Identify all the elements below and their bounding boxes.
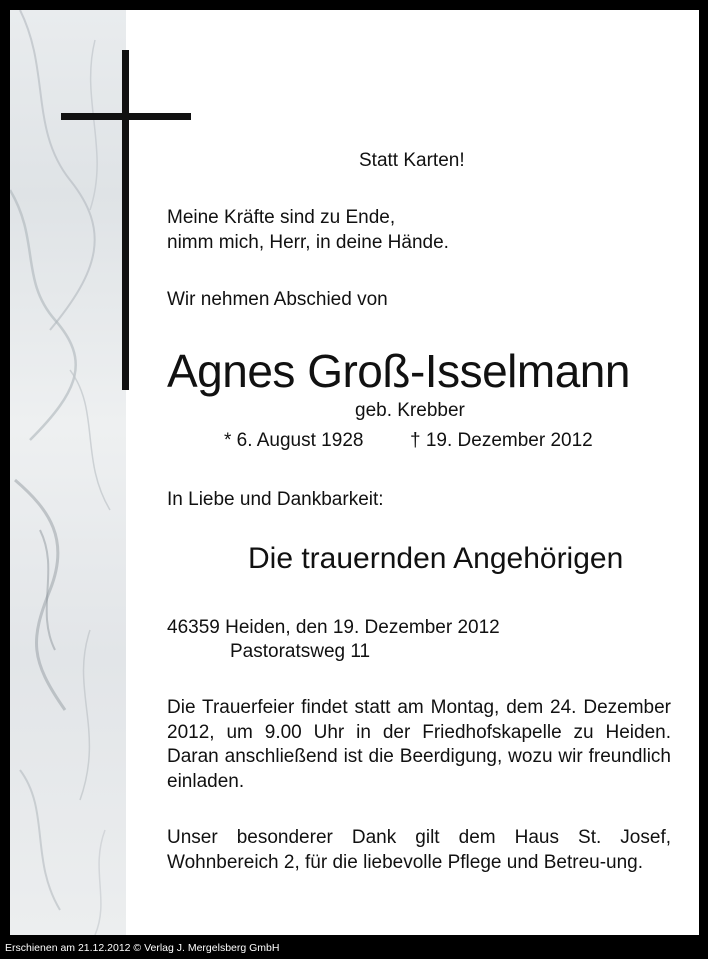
deceased-name: Agnes Groß-Isselmann xyxy=(167,345,630,397)
publication-footer: Erschienen am 21.12.2012 © Verlag J. Mergelsberg GmbH xyxy=(5,942,280,954)
gratitude-text: In Liebe und Dankbarkeit: xyxy=(167,489,384,510)
obituary-card xyxy=(10,10,699,935)
birth-date: * 6. August 1928 xyxy=(224,430,364,451)
verse-line-1: Meine Kräfte sind zu Ende, xyxy=(167,207,396,228)
place-date: 46359 Heiden, den 19. Dezember 2012 xyxy=(167,617,500,638)
verse-line-2: nimm mich, Herr, in deine Hände. xyxy=(167,232,449,253)
cross-icon xyxy=(122,50,129,390)
cross-icon-bar xyxy=(61,113,191,120)
marble-border xyxy=(10,10,126,935)
header-text: Statt Karten! xyxy=(359,150,465,171)
death-date: † 19. Dezember 2012 xyxy=(410,430,593,451)
signature: Die trauernden Angehörigen xyxy=(248,542,624,575)
maiden-name: geb. Krebber xyxy=(355,400,465,421)
street-address: Pastoratsweg 11 xyxy=(230,641,371,662)
marble-veins xyxy=(10,10,126,935)
intro-text: Wir nehmen Abschied von xyxy=(167,289,388,310)
funeral-paragraph: Die Trauerfeier findet statt am Montag, dem 24. Dezember 2012, um 9.00 Uhr in der Friedhofskapelle zu Heiden. Daran anschließend ist die Beerdigung, wozu wir freundlich einladen. xyxy=(167,697,671,792)
thanks-paragraph: Unser besonderer Dank gilt dem Haus St. Josef, Wohnbereich 2, für die liebevolle Pflege und Betreu-ung. xyxy=(167,827,671,873)
